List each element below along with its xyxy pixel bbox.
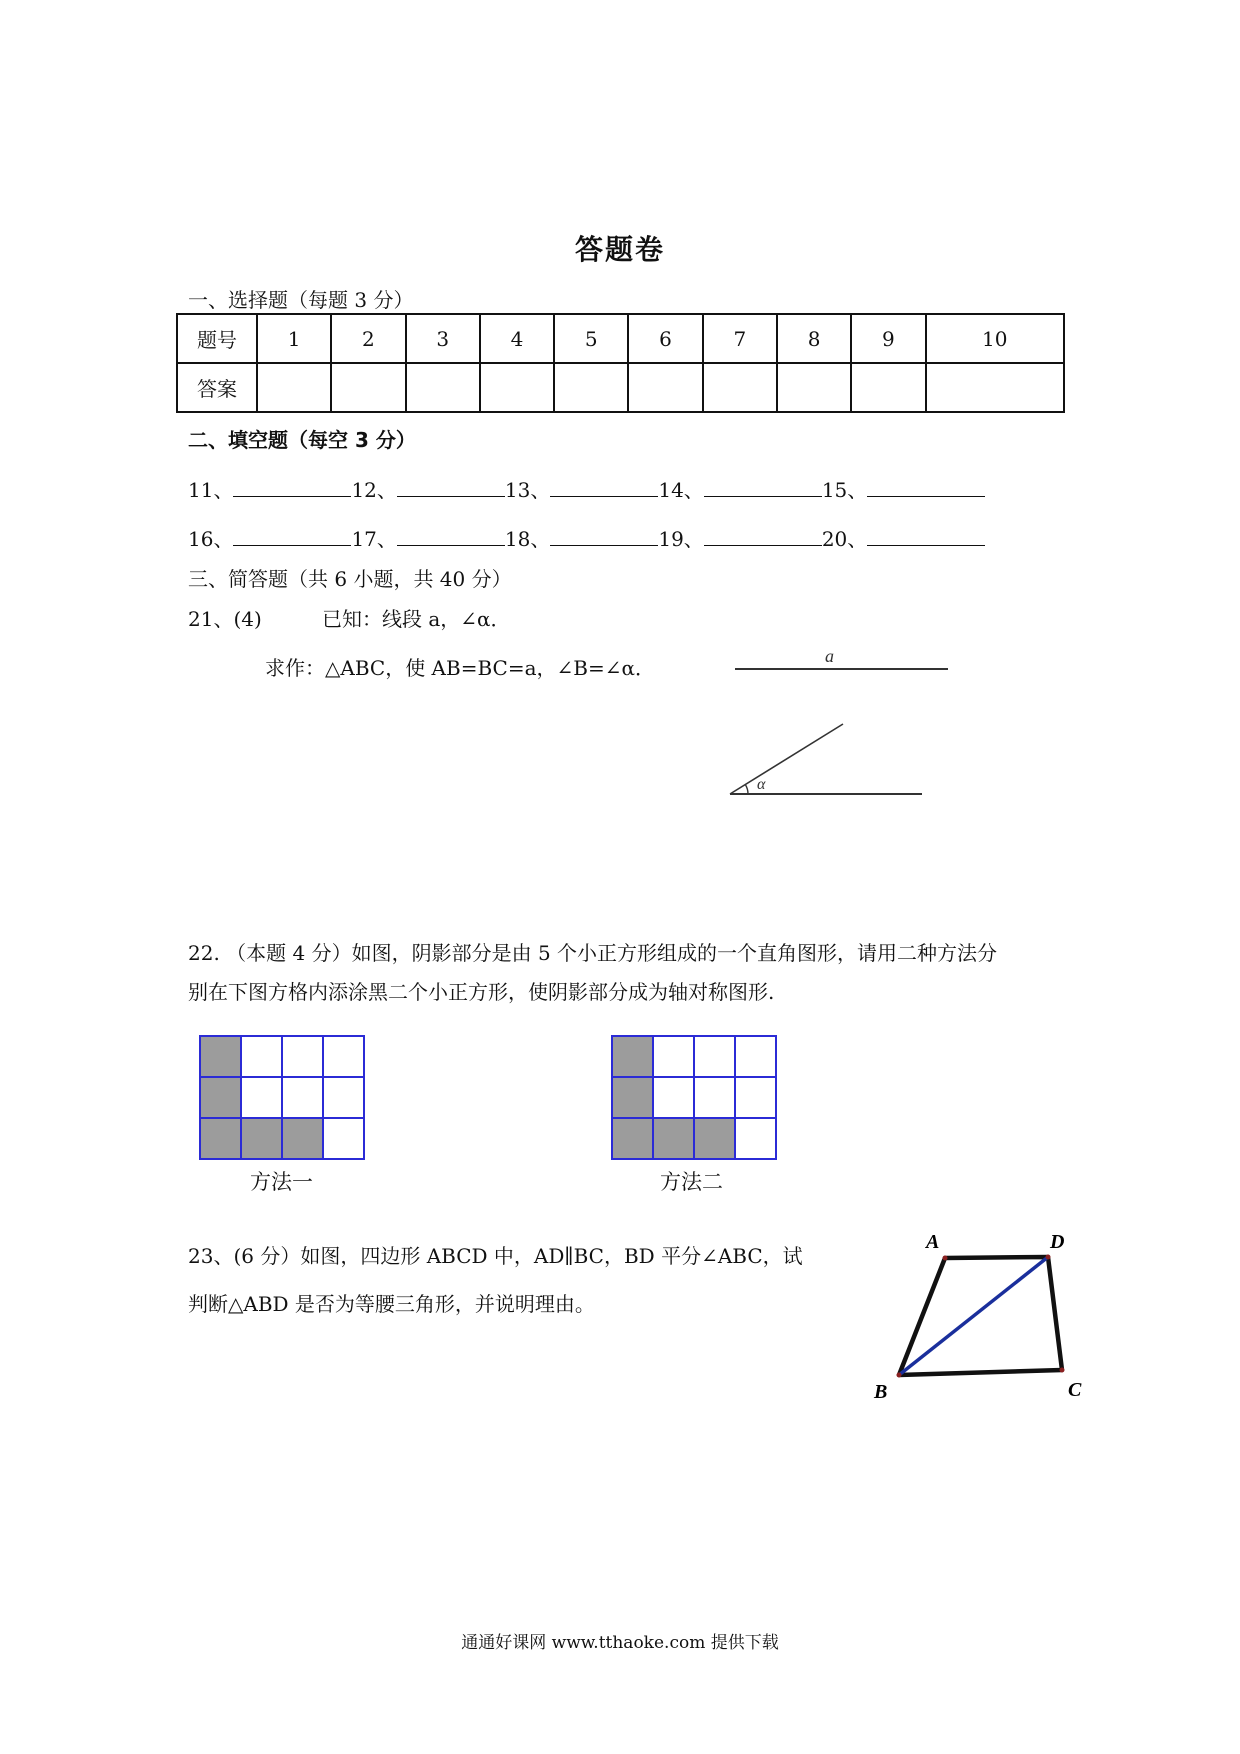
grid-method-2[interactable] [610,1034,780,1160]
table-cell-number: 1 [257,314,331,363]
grid-cell-shaded[interactable] [200,1077,241,1118]
table-cell-number: 6 [628,314,702,363]
section2-heading: 二、填空题（每空 3 分） [188,428,416,452]
label-alpha: α [757,776,766,793]
vertex-c [1060,1368,1065,1373]
footer: 通通好课网 www.tthaoke.com 提供下载 [461,1633,779,1653]
grid-cell-shaded[interactable] [200,1118,241,1159]
vertex-a [943,1256,948,1261]
row-label-number: 题号 [177,314,257,363]
q22-line1: 22. （本题 4 分）如图，阴影部分是由 5 个小正方形组成的一个直角图形，请用二种方法分 [188,941,998,965]
angle-arc [745,785,748,795]
grid-caption-method-2: 方法二 [660,1170,723,1194]
table-cell-number: 2 [331,314,405,363]
answer-cell[interactable] [331,363,405,412]
grid-caption-method-1: 方法一 [250,1170,313,1194]
vertex-b [897,1373,902,1378]
table-row-number [177,314,1064,363]
grid-cell-shaded[interactable] [694,1118,735,1159]
label-d: D [1050,1231,1065,1253]
answer-blank[interactable] [867,525,985,546]
q23-line1: 23、(6 分）如图，四边形 ABCD 中，AD∥BC，BD 平分∠ABC，试 [188,1244,803,1268]
answer-blank[interactable] [550,476,658,497]
table-cell-number: 7 [703,314,777,363]
grid-cell[interactable] [282,1077,323,1118]
blank-label: 18、 [504,527,551,551]
grid-cell-shaded[interactable] [612,1077,653,1118]
grid-cell[interactable] [323,1118,364,1159]
grid-cell-shaded[interactable] [241,1118,282,1159]
grid-cell[interactable] [735,1036,776,1077]
grid-method-1[interactable] [198,1034,368,1160]
answer-blank[interactable] [704,525,822,546]
grid-cell-shaded[interactable] [612,1118,653,1159]
table-cell-number: 9 [851,314,925,363]
answer-cell[interactable] [554,363,628,412]
answer-blank[interactable] [397,525,505,546]
grid-cell[interactable] [241,1077,282,1118]
answer-cell[interactable] [628,363,702,412]
table-cell-number: 10 [926,314,1064,363]
answer-cell[interactable] [406,363,480,412]
grid-cell[interactable] [694,1077,735,1118]
blank-label: 15、 [821,478,868,502]
vertex-d [1046,1255,1051,1260]
blank-label: 16、 [188,527,234,551]
q21-task: 求作：△ABC，使 AB=BC=a，∠B=∠α． [265,656,655,680]
grid-cell[interactable] [653,1077,694,1118]
answer-table [176,313,1065,413]
label-c: C [1068,1379,1082,1401]
answer-blank[interactable] [550,525,658,546]
grid-cell-shaded[interactable] [612,1036,653,1077]
answer-cell[interactable] [926,363,1064,412]
label-b: B [874,1381,888,1403]
blank-label: 12、 [351,478,397,502]
blank-label: 14、 [658,478,704,502]
q22-line2: 别在下图方格内添涂黑二个小正方形，使阴影部分成为轴对称图形. [188,980,775,1004]
grid-cell[interactable] [282,1036,323,1077]
q21-figure [720,640,960,805]
answer-blank[interactable] [397,476,505,497]
page-title: 答题卷 [574,233,665,266]
answer-blank[interactable] [233,525,351,546]
grid-cell-shaded[interactable] [282,1118,323,1159]
grid-cell[interactable] [735,1077,776,1118]
q23-figure [860,1222,1100,1406]
q21-given: 已知：线段 a，∠α． [322,607,511,631]
answer-cell[interactable] [480,363,554,412]
grid-cell[interactable] [323,1077,364,1118]
answer-cell[interactable] [777,363,851,412]
table-cell-number: 8 [777,314,851,363]
row-label-answer: 答案 [177,363,257,412]
section1-heading: 一、选择题（每题 3 分） [188,288,414,312]
table-cell-number: 5 [554,314,628,363]
grid-cell-shaded[interactable] [200,1036,241,1077]
grid-cell[interactable] [653,1036,694,1077]
grid-cell[interactable] [241,1036,282,1077]
grid-cell-shaded[interactable] [653,1118,694,1159]
q23-line2: 判断△ABD 是否为等腰三角形，并说明理由。 [188,1292,595,1316]
grid-cell[interactable] [323,1036,364,1077]
angle-ray-slanted [730,724,843,794]
fill-row-2 [188,523,985,552]
fill-row-1 [188,474,985,503]
answer-blank[interactable] [867,476,985,497]
label-a: a [825,646,834,666]
blank-label: 11、 [188,478,234,502]
blank-label: 17、 [351,527,397,551]
table-cell-number: 3 [406,314,480,363]
label-a: A [926,1231,940,1253]
answer-cell[interactable] [703,363,777,412]
grid-cell[interactable] [735,1118,776,1159]
answer-cell[interactable] [851,363,925,412]
table-row-answer [177,363,1064,412]
table-cell-number: 4 [480,314,554,363]
answer-blank[interactable] [233,476,351,497]
q21-number: 21、(4) [188,607,262,631]
section3-heading: 三、简答题（共 6 小题，共 40 分） [188,567,512,591]
grid-cell[interactable] [694,1036,735,1077]
blank-label: 20、 [821,527,868,551]
answer-blank[interactable] [704,476,822,497]
blank-label: 13、 [504,478,551,502]
answer-cell[interactable] [257,363,331,412]
blank-label: 19、 [658,527,704,551]
